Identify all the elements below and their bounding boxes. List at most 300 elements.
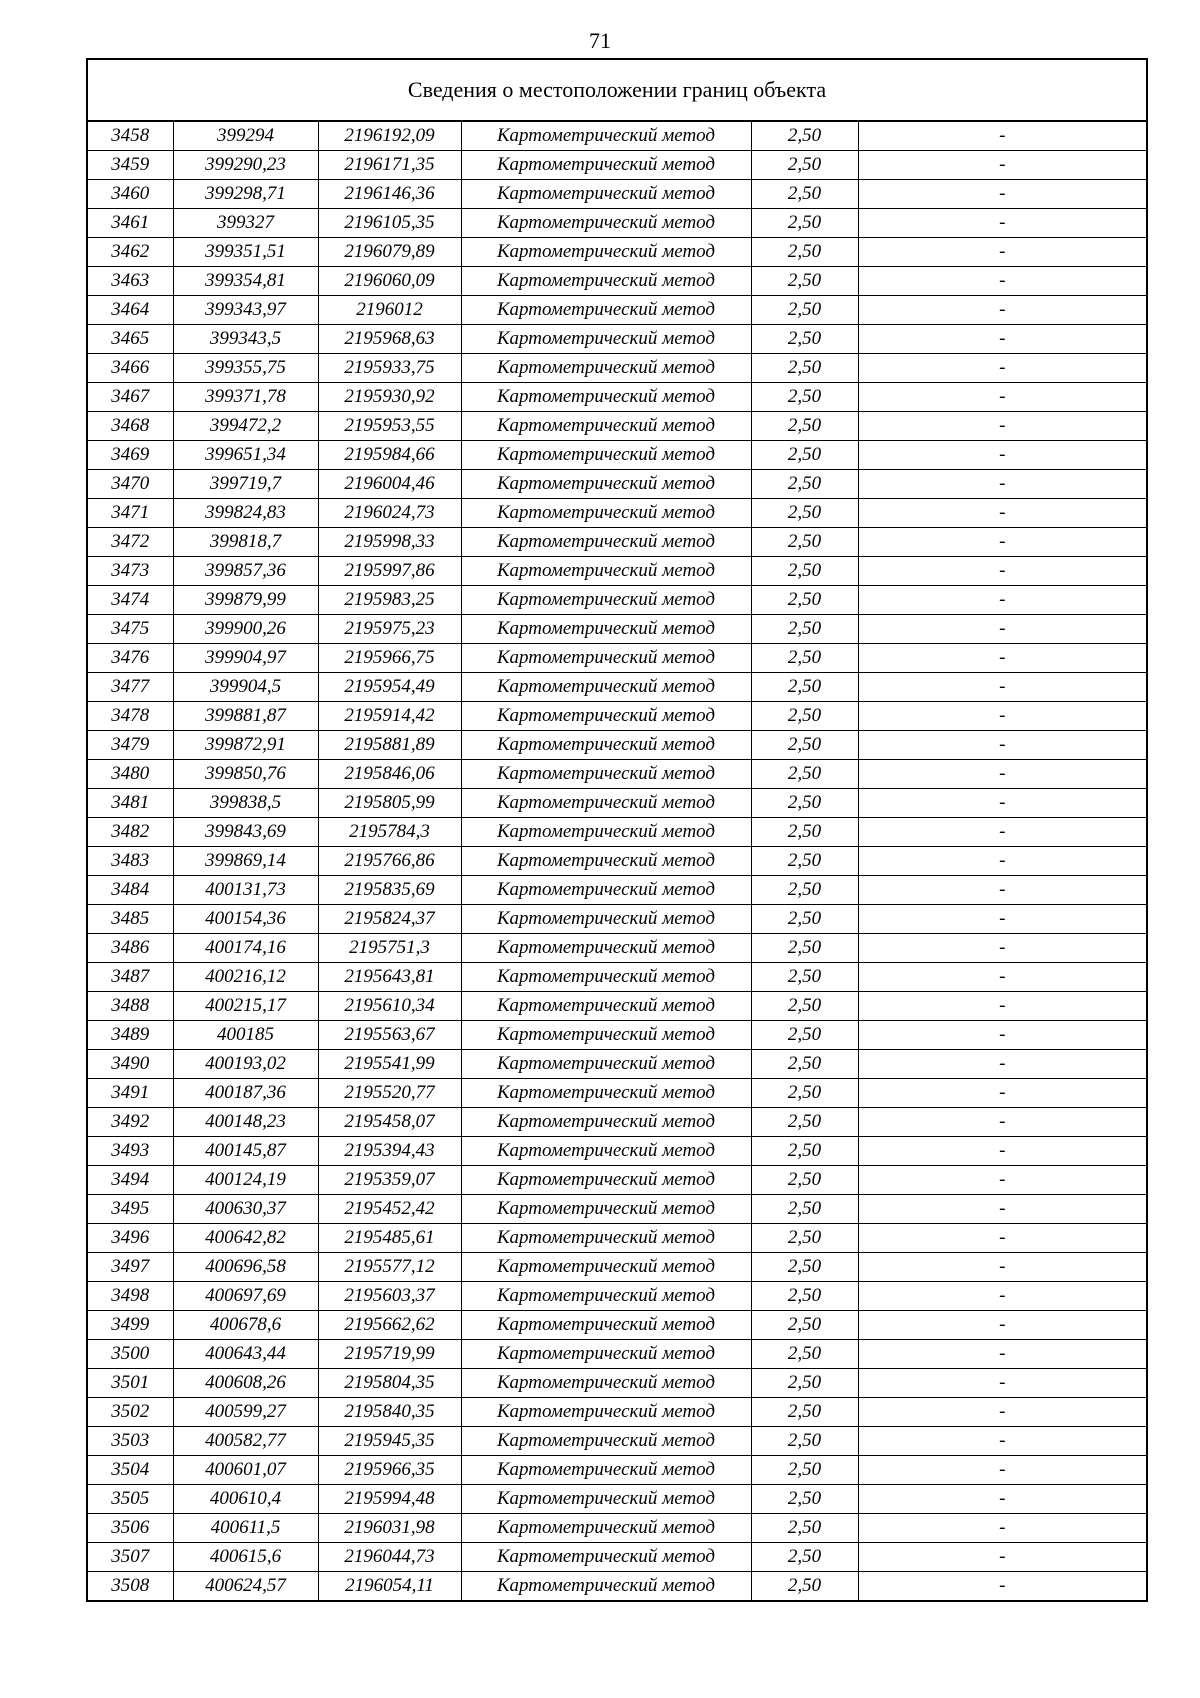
- accuracy-cell: 2,50: [751, 934, 858, 963]
- method-cell: Картометрический метод: [461, 1021, 751, 1050]
- point-number-cell: 3481: [88, 789, 173, 818]
- method-cell: Картометрический метод: [461, 847, 751, 876]
- method-cell: Картометрический метод: [461, 209, 751, 238]
- y-coordinate-cell: 2195766,86: [318, 847, 461, 876]
- y-coordinate-cell: 2196192,09: [318, 122, 461, 151]
- method-cell: Картометрический метод: [461, 383, 751, 412]
- point-number-cell: 3499: [88, 1311, 173, 1340]
- point-number-cell: 3486: [88, 934, 173, 963]
- x-coordinate-cell: 400608,26: [173, 1369, 318, 1398]
- accuracy-cell: 2,50: [751, 1195, 858, 1224]
- y-coordinate-cell: 2195933,75: [318, 354, 461, 383]
- description-cell: -: [858, 818, 1146, 847]
- table-row: [88, 1485, 1146, 1514]
- point-number-cell: 3478: [88, 702, 173, 731]
- y-coordinate-cell: 2195954,49: [318, 673, 461, 702]
- description-cell: -: [858, 528, 1146, 557]
- description-cell: -: [858, 1079, 1146, 1108]
- accuracy-cell: 2,50: [751, 1340, 858, 1369]
- x-coordinate-cell: 399904,5: [173, 673, 318, 702]
- x-coordinate-cell: 400216,12: [173, 963, 318, 992]
- method-cell: Картометрический метод: [461, 1108, 751, 1137]
- method-cell: Картометрический метод: [461, 818, 751, 847]
- x-coordinate-cell: 400630,37: [173, 1195, 318, 1224]
- point-number-cell: 3463: [88, 267, 173, 296]
- accuracy-cell: 2,50: [751, 296, 858, 325]
- description-cell: -: [858, 1166, 1146, 1195]
- method-cell: Картометрический метод: [461, 963, 751, 992]
- method-cell: Картометрический метод: [461, 1514, 751, 1543]
- point-number-cell: 3483: [88, 847, 173, 876]
- point-number-cell: 3464: [88, 296, 173, 325]
- x-coordinate-cell: 400643,44: [173, 1340, 318, 1369]
- description-cell: -: [858, 267, 1146, 296]
- x-coordinate-cell: 400615,6: [173, 1543, 318, 1572]
- accuracy-cell: 2,50: [751, 1369, 858, 1398]
- table-row: [88, 1050, 1146, 1079]
- table-row: [88, 1456, 1146, 1485]
- description-cell: -: [858, 122, 1146, 151]
- point-number-cell: 3468: [88, 412, 173, 441]
- table-row: [88, 1224, 1146, 1253]
- y-coordinate-cell: 2196031,98: [318, 1514, 461, 1543]
- point-number-cell: 3506: [88, 1514, 173, 1543]
- coordinates-table: [88, 122, 1146, 1600]
- y-coordinate-cell: 2195751,3: [318, 934, 461, 963]
- method-cell: Картометрический метод: [461, 1427, 751, 1456]
- x-coordinate-cell: 399294: [173, 122, 318, 151]
- point-number-cell: 3492: [88, 1108, 173, 1137]
- point-number-cell: 3480: [88, 760, 173, 789]
- table-row: [88, 151, 1146, 180]
- accuracy-cell: 2,50: [751, 470, 858, 499]
- accuracy-cell: 2,50: [751, 122, 858, 151]
- description-cell: -: [858, 992, 1146, 1021]
- y-coordinate-cell: 2195945,35: [318, 1427, 461, 1456]
- table-row: [88, 238, 1146, 267]
- table-row: [88, 731, 1146, 760]
- description-cell: -: [858, 615, 1146, 644]
- method-cell: Картометрический метод: [461, 122, 751, 151]
- x-coordinate-cell: 399351,51: [173, 238, 318, 267]
- description-cell: -: [858, 963, 1146, 992]
- x-coordinate-cell: 400154,36: [173, 905, 318, 934]
- method-cell: Картометрический метод: [461, 499, 751, 528]
- description-cell: -: [858, 644, 1146, 673]
- point-number-cell: 3487: [88, 963, 173, 992]
- table-row: [88, 789, 1146, 818]
- accuracy-cell: 2,50: [751, 1108, 858, 1137]
- table-row: [88, 673, 1146, 702]
- point-number-cell: 3502: [88, 1398, 173, 1427]
- accuracy-cell: 2,50: [751, 1282, 858, 1311]
- table-row: [88, 528, 1146, 557]
- x-coordinate-cell: 400148,23: [173, 1108, 318, 1137]
- accuracy-cell: 2,50: [751, 963, 858, 992]
- point-number-cell: 3505: [88, 1485, 173, 1514]
- x-coordinate-cell: 400599,27: [173, 1398, 318, 1427]
- point-number-cell: 3496: [88, 1224, 173, 1253]
- y-coordinate-cell: 2195914,42: [318, 702, 461, 731]
- y-coordinate-cell: 2195643,81: [318, 963, 461, 992]
- point-number-cell: 3501: [88, 1369, 173, 1398]
- x-coordinate-cell: 399824,83: [173, 499, 318, 528]
- method-cell: Картометрический метод: [461, 1166, 751, 1195]
- method-cell: Картометрический метод: [461, 296, 751, 325]
- description-cell: -: [858, 876, 1146, 905]
- x-coordinate-cell: 399298,71: [173, 180, 318, 209]
- method-cell: Картометрический метод: [461, 760, 751, 789]
- table-row: [88, 1311, 1146, 1340]
- point-number-cell: 3460: [88, 180, 173, 209]
- accuracy-cell: 2,50: [751, 702, 858, 731]
- accuracy-cell: 2,50: [751, 1224, 858, 1253]
- y-coordinate-cell: 2195824,37: [318, 905, 461, 934]
- description-cell: -: [858, 296, 1146, 325]
- description-cell: -: [858, 1311, 1146, 1340]
- y-coordinate-cell: 2195784,3: [318, 818, 461, 847]
- accuracy-cell: 2,50: [751, 1050, 858, 1079]
- table-row: [88, 1021, 1146, 1050]
- table-row: [88, 296, 1146, 325]
- method-cell: Картометрический метод: [461, 1340, 751, 1369]
- description-cell: -: [858, 151, 1146, 180]
- accuracy-cell: 2,50: [751, 731, 858, 760]
- y-coordinate-cell: 2196079,89: [318, 238, 461, 267]
- accuracy-cell: 2,50: [751, 441, 858, 470]
- y-coordinate-cell: 2195966,35: [318, 1456, 461, 1485]
- x-coordinate-cell: 399818,7: [173, 528, 318, 557]
- table-row: [88, 122, 1146, 151]
- description-cell: -: [858, 1543, 1146, 1572]
- table-row: [88, 267, 1146, 296]
- table-row: [88, 354, 1146, 383]
- point-number-cell: 3490: [88, 1050, 173, 1079]
- point-number-cell: 3488: [88, 992, 173, 1021]
- table-row: [88, 499, 1146, 528]
- table-row: [88, 586, 1146, 615]
- x-coordinate-cell: 400624,57: [173, 1572, 318, 1601]
- method-cell: Картометрический метод: [461, 934, 751, 963]
- x-coordinate-cell: 399343,5: [173, 325, 318, 354]
- description-cell: -: [858, 673, 1146, 702]
- accuracy-cell: 2,50: [751, 789, 858, 818]
- method-cell: Картометрический метод: [461, 1224, 751, 1253]
- x-coordinate-cell: 400678,6: [173, 1311, 318, 1340]
- description-cell: -: [858, 325, 1146, 354]
- table-row: [88, 1282, 1146, 1311]
- y-coordinate-cell: 2195968,63: [318, 325, 461, 354]
- description-cell: -: [858, 499, 1146, 528]
- accuracy-cell: 2,50: [751, 180, 858, 209]
- description-cell: -: [858, 934, 1146, 963]
- point-number-cell: 3503: [88, 1427, 173, 1456]
- x-coordinate-cell: 400697,69: [173, 1282, 318, 1311]
- table-row: [88, 615, 1146, 644]
- accuracy-cell: 2,50: [751, 1572, 858, 1601]
- accuracy-cell: 2,50: [751, 992, 858, 1021]
- accuracy-cell: 2,50: [751, 1137, 858, 1166]
- point-number-cell: 3473: [88, 557, 173, 586]
- method-cell: Картометрический метод: [461, 702, 751, 731]
- description-cell: -: [858, 905, 1146, 934]
- table-row: [88, 934, 1146, 963]
- accuracy-cell: 2,50: [751, 238, 858, 267]
- method-cell: Картометрический метод: [461, 586, 751, 615]
- accuracy-cell: 2,50: [751, 557, 858, 586]
- method-cell: Картометрический метод: [461, 644, 751, 673]
- description-cell: -: [858, 209, 1146, 238]
- y-coordinate-cell: 2195719,99: [318, 1340, 461, 1369]
- point-number-cell: 3475: [88, 615, 173, 644]
- method-cell: Картометрический метод: [461, 267, 751, 296]
- accuracy-cell: 2,50: [751, 760, 858, 789]
- table-row: [88, 847, 1146, 876]
- description-cell: -: [858, 1398, 1146, 1427]
- y-coordinate-cell: 2195485,61: [318, 1224, 461, 1253]
- method-cell: Картометрический метод: [461, 876, 751, 905]
- x-coordinate-cell: 400601,07: [173, 1456, 318, 1485]
- table-row: [88, 1079, 1146, 1108]
- y-coordinate-cell: 2195458,07: [318, 1108, 461, 1137]
- point-number-cell: 3479: [88, 731, 173, 760]
- description-cell: -: [858, 731, 1146, 760]
- table-row: [88, 1195, 1146, 1224]
- page-number: 71: [589, 28, 611, 53]
- y-coordinate-cell: 2195520,77: [318, 1079, 461, 1108]
- point-number-cell: 3491: [88, 1079, 173, 1108]
- table-row: [88, 412, 1146, 441]
- table-row: [88, 760, 1146, 789]
- description-cell: -: [858, 1514, 1146, 1543]
- description-cell: -: [858, 470, 1146, 499]
- table-row: [88, 1543, 1146, 1572]
- y-coordinate-cell: 2195835,69: [318, 876, 461, 905]
- description-cell: -: [858, 1224, 1146, 1253]
- accuracy-cell: 2,50: [751, 383, 858, 412]
- method-cell: Картометрический метод: [461, 1195, 751, 1224]
- table-row: [88, 1369, 1146, 1398]
- x-coordinate-cell: 400215,17: [173, 992, 318, 1021]
- x-coordinate-cell: 400610,4: [173, 1485, 318, 1514]
- y-coordinate-cell: 2195577,12: [318, 1253, 461, 1282]
- accuracy-cell: 2,50: [751, 1079, 858, 1108]
- x-coordinate-cell: 399327: [173, 209, 318, 238]
- y-coordinate-cell: 2196171,35: [318, 151, 461, 180]
- y-coordinate-cell: 2195610,34: [318, 992, 461, 1021]
- table-row: [88, 209, 1146, 238]
- point-number-cell: 3489: [88, 1021, 173, 1050]
- method-cell: Картометрический метод: [461, 992, 751, 1021]
- method-cell: Картометрический метод: [461, 151, 751, 180]
- description-cell: -: [858, 1427, 1146, 1456]
- table-row: [88, 992, 1146, 1021]
- y-coordinate-cell: 2195997,86: [318, 557, 461, 586]
- y-coordinate-cell: 2195804,35: [318, 1369, 461, 1398]
- method-cell: Картометрический метод: [461, 441, 751, 470]
- description-cell: -: [858, 1485, 1146, 1514]
- y-coordinate-cell: 2195953,55: [318, 412, 461, 441]
- description-cell: -: [858, 238, 1146, 267]
- description-cell: -: [858, 1108, 1146, 1137]
- x-coordinate-cell: 399651,34: [173, 441, 318, 470]
- table-row: [88, 1340, 1146, 1369]
- y-coordinate-cell: 2195930,92: [318, 383, 461, 412]
- accuracy-cell: 2,50: [751, 499, 858, 528]
- y-coordinate-cell: 2195846,06: [318, 760, 461, 789]
- y-coordinate-cell: 2195394,43: [318, 1137, 461, 1166]
- point-number-cell: 3497: [88, 1253, 173, 1282]
- table-row: [88, 557, 1146, 586]
- y-coordinate-cell: 2195984,66: [318, 441, 461, 470]
- y-coordinate-cell: 2196146,36: [318, 180, 461, 209]
- y-coordinate-cell: 2196105,35: [318, 209, 461, 238]
- method-cell: Картометрический метод: [461, 557, 751, 586]
- x-coordinate-cell: 399869,14: [173, 847, 318, 876]
- table-row: [88, 1427, 1146, 1456]
- description-cell: -: [858, 412, 1146, 441]
- accuracy-cell: 2,50: [751, 1543, 858, 1572]
- point-number-cell: 3469: [88, 441, 173, 470]
- accuracy-cell: 2,50: [751, 412, 858, 441]
- x-coordinate-cell: 399904,97: [173, 644, 318, 673]
- point-number-cell: 3482: [88, 818, 173, 847]
- accuracy-cell: 2,50: [751, 818, 858, 847]
- accuracy-cell: 2,50: [751, 615, 858, 644]
- method-cell: Картометрический метод: [461, 528, 751, 557]
- description-cell: -: [858, 586, 1146, 615]
- y-coordinate-cell: 2195881,89: [318, 731, 461, 760]
- point-number-cell: 3474: [88, 586, 173, 615]
- y-coordinate-cell: 2196012: [318, 296, 461, 325]
- point-number-cell: 3458: [88, 122, 173, 151]
- method-cell: Картометрический метод: [461, 470, 751, 499]
- accuracy-cell: 2,50: [751, 1485, 858, 1514]
- accuracy-cell: 2,50: [751, 1398, 858, 1427]
- y-coordinate-cell: 2195662,62: [318, 1311, 461, 1340]
- accuracy-cell: 2,50: [751, 325, 858, 354]
- accuracy-cell: 2,50: [751, 1253, 858, 1282]
- accuracy-cell: 2,50: [751, 847, 858, 876]
- description-cell: -: [858, 1253, 1146, 1282]
- x-coordinate-cell: 399857,36: [173, 557, 318, 586]
- y-coordinate-cell: 2196054,11: [318, 1572, 461, 1601]
- method-cell: Картометрический метод: [461, 1311, 751, 1340]
- accuracy-cell: 2,50: [751, 1514, 858, 1543]
- x-coordinate-cell: 399881,87: [173, 702, 318, 731]
- description-cell: -: [858, 702, 1146, 731]
- accuracy-cell: 2,50: [751, 1166, 858, 1195]
- table-row: [88, 1137, 1146, 1166]
- point-number-cell: 3493: [88, 1137, 173, 1166]
- point-number-cell: 3484: [88, 876, 173, 905]
- y-coordinate-cell: 2196060,09: [318, 267, 461, 296]
- table-row: [88, 1398, 1146, 1427]
- accuracy-cell: 2,50: [751, 1427, 858, 1456]
- y-coordinate-cell: 2195452,42: [318, 1195, 461, 1224]
- accuracy-cell: 2,50: [751, 673, 858, 702]
- table-row: [88, 180, 1146, 209]
- point-number-cell: 3471: [88, 499, 173, 528]
- y-coordinate-cell: 2195966,75: [318, 644, 461, 673]
- x-coordinate-cell: 399354,81: [173, 267, 318, 296]
- x-coordinate-cell: 399355,75: [173, 354, 318, 383]
- point-number-cell: 3508: [88, 1572, 173, 1601]
- table-title: Сведения о местоположении границ объекта: [88, 60, 1146, 122]
- method-cell: Картометрический метод: [461, 1050, 751, 1079]
- point-number-cell: 3495: [88, 1195, 173, 1224]
- point-number-cell: 3459: [88, 151, 173, 180]
- point-number-cell: 3467: [88, 383, 173, 412]
- description-cell: -: [858, 847, 1146, 876]
- description-cell: -: [858, 1195, 1146, 1224]
- x-coordinate-cell: 399719,7: [173, 470, 318, 499]
- point-number-cell: 3504: [88, 1456, 173, 1485]
- coordinates-table-frame: [86, 58, 1148, 1602]
- description-cell: -: [858, 1340, 1146, 1369]
- description-cell: -: [858, 354, 1146, 383]
- description-cell: -: [858, 383, 1146, 412]
- table-row: [88, 383, 1146, 412]
- y-coordinate-cell: 2196044,73: [318, 1543, 461, 1572]
- point-number-cell: 3466: [88, 354, 173, 383]
- x-coordinate-cell: 400611,5: [173, 1514, 318, 1543]
- description-cell: -: [858, 1282, 1146, 1311]
- y-coordinate-cell: 2195840,35: [318, 1398, 461, 1427]
- x-coordinate-cell: 399838,5: [173, 789, 318, 818]
- x-coordinate-cell: 399343,97: [173, 296, 318, 325]
- y-coordinate-cell: 2195994,48: [318, 1485, 461, 1514]
- x-coordinate-cell: 399472,2: [173, 412, 318, 441]
- y-coordinate-cell: 2195983,25: [318, 586, 461, 615]
- y-coordinate-cell: 2195805,99: [318, 789, 461, 818]
- point-number-cell: 3461: [88, 209, 173, 238]
- method-cell: Картометрический метод: [461, 1282, 751, 1311]
- accuracy-cell: 2,50: [751, 644, 858, 673]
- accuracy-cell: 2,50: [751, 1311, 858, 1340]
- table-row: [88, 1108, 1146, 1137]
- method-cell: Картометрический метод: [461, 1369, 751, 1398]
- description-cell: -: [858, 1050, 1146, 1079]
- accuracy-cell: 2,50: [751, 586, 858, 615]
- accuracy-cell: 2,50: [751, 876, 858, 905]
- table-row: [88, 1253, 1146, 1282]
- x-coordinate-cell: 399843,69: [173, 818, 318, 847]
- point-number-cell: 3472: [88, 528, 173, 557]
- x-coordinate-cell: 400582,77: [173, 1427, 318, 1456]
- accuracy-cell: 2,50: [751, 209, 858, 238]
- table-row: [88, 644, 1146, 673]
- method-cell: Картометрический метод: [461, 412, 751, 441]
- description-cell: -: [858, 789, 1146, 818]
- y-coordinate-cell: 2195975,23: [318, 615, 461, 644]
- accuracy-cell: 2,50: [751, 267, 858, 296]
- method-cell: Картометрический метод: [461, 1079, 751, 1108]
- method-cell: Картометрический метод: [461, 1485, 751, 1514]
- accuracy-cell: 2,50: [751, 905, 858, 934]
- x-coordinate-cell: 400174,16: [173, 934, 318, 963]
- point-number-cell: 3498: [88, 1282, 173, 1311]
- point-number-cell: 3477: [88, 673, 173, 702]
- y-coordinate-cell: 2195998,33: [318, 528, 461, 557]
- point-number-cell: 3470: [88, 470, 173, 499]
- x-coordinate-cell: 399872,91: [173, 731, 318, 760]
- table-row: [88, 818, 1146, 847]
- method-cell: Картометрический метод: [461, 615, 751, 644]
- table-row: [88, 876, 1146, 905]
- table-row: [88, 905, 1146, 934]
- method-cell: Картометрический метод: [461, 1398, 751, 1427]
